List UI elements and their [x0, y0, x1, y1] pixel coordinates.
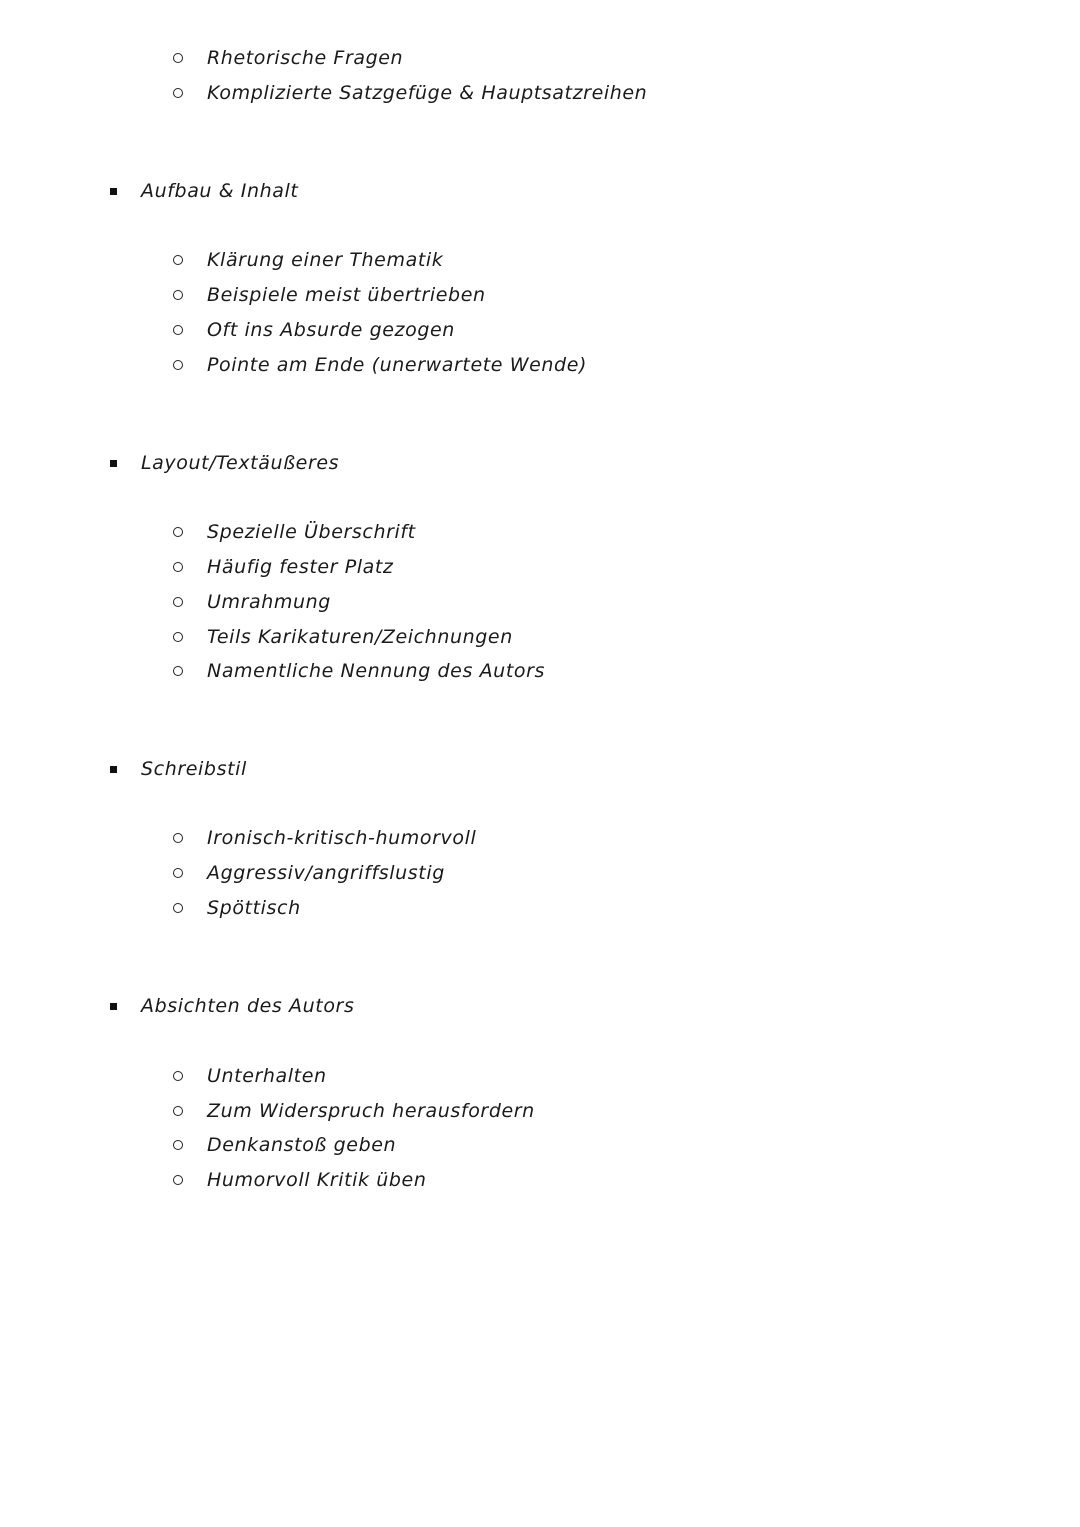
circle-bullet-icon: [173, 666, 183, 676]
circle-bullet-icon: [173, 868, 183, 878]
list-item-text: Oft ins Absurde gezogen: [207, 319, 455, 341]
list-item-text: Spezielle Überschrift: [207, 521, 416, 543]
list-item-text: Pointe am Ende (unerwartete Wende): [207, 354, 587, 376]
list-item-text: Beispiele meist übertrieben: [207, 284, 486, 306]
circle-bullet-icon: [173, 632, 183, 642]
list-item-text: Zum Widerspruch herausfordern: [207, 1100, 535, 1122]
list-item-text: Denkanstoß geben: [207, 1134, 397, 1156]
circle-bullet-icon: [173, 562, 183, 572]
list-item-text: Aggressiv/angriffslustig: [207, 862, 445, 884]
square-bullet-icon: [110, 1003, 117, 1010]
circle-bullet-icon: [173, 255, 183, 265]
circle-bullet-icon: [173, 1175, 183, 1185]
circle-bullet-icon: [173, 1071, 183, 1081]
circle-bullet-icon: [173, 1106, 183, 1116]
circle-bullet-icon: [173, 597, 183, 607]
list-item-text: Namentliche Nennung des Autors: [207, 660, 546, 682]
section-heading-text: Schreibstil: [141, 758, 247, 780]
square-bullet-icon: [110, 188, 117, 195]
circle-bullet-icon: [173, 325, 183, 335]
list-item-text: Komplizierte Satzgefüge & Hauptsatzreihen: [207, 82, 648, 104]
list-item-text: Umrahmung: [207, 591, 331, 613]
list-item-text: Häufig fester Platz: [207, 556, 394, 578]
list-item-text: Unterhalten: [207, 1065, 327, 1087]
circle-bullet-icon: [173, 290, 183, 300]
list-item-text: Spöttisch: [207, 897, 301, 919]
section-heading-text: Layout/Textäußeres: [141, 452, 340, 474]
square-bullet-icon: [110, 460, 117, 467]
circle-bullet-icon: [173, 1140, 183, 1150]
section-heading-text: Aufbau & Inhalt: [141, 180, 299, 202]
square-bullet-icon: [110, 766, 117, 773]
list-item-text: Rhetorische Fragen: [207, 47, 404, 69]
list-item-text: Klärung einer Thematik: [207, 249, 444, 271]
circle-bullet-icon: [173, 903, 183, 913]
circle-bullet-icon: [173, 360, 183, 370]
list-item-text: Humorvoll Kritik üben: [207, 1169, 427, 1191]
circle-bullet-icon: [173, 527, 183, 537]
circle-bullet-icon: [173, 53, 183, 63]
list-item-text: Teils Karikaturen/Zeichnungen: [207, 626, 513, 648]
circle-bullet-icon: [173, 833, 183, 843]
section-heading-text: Absichten des Autors: [141, 995, 355, 1017]
circle-bullet-icon: [173, 88, 183, 98]
list-item-text: Ironisch-kritisch-humorvoll: [207, 827, 477, 849]
